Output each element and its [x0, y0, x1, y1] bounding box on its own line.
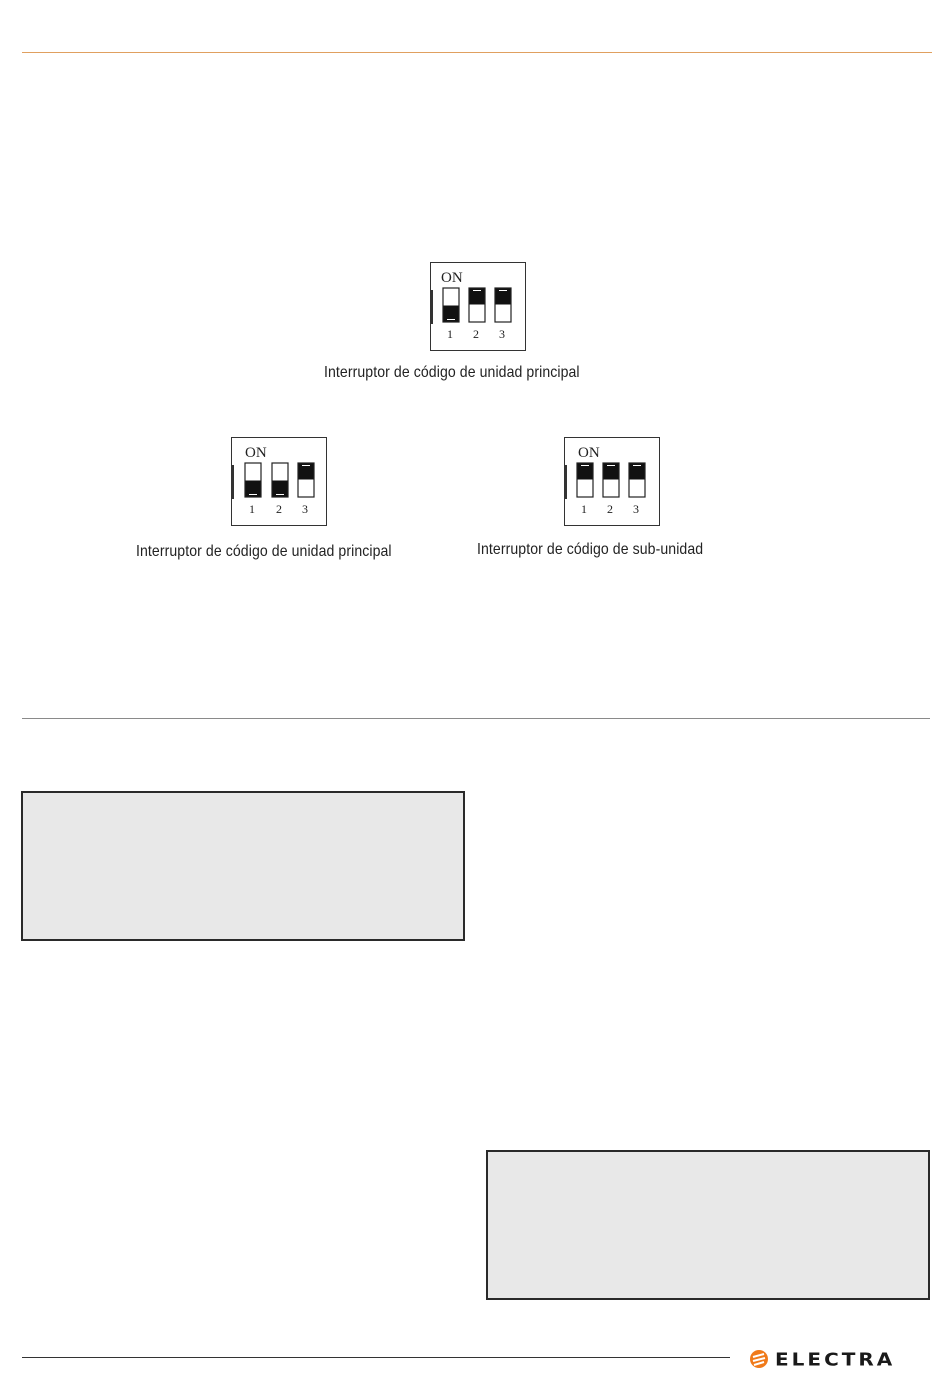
dip-caption-main-2: Interruptor de código de unidad principal	[136, 543, 392, 560]
dip-switch-number: 1	[581, 502, 587, 516]
dip-toggle-2	[603, 463, 619, 497]
dip-switch-number: 1	[249, 502, 255, 516]
dip-toggle-3	[629, 463, 645, 497]
dip-switch-main-1	[430, 262, 527, 352]
dip-caption-sub: Interruptor de código de sub-unidad	[477, 541, 704, 558]
dip-switch-number: 3	[633, 502, 639, 516]
dip-toggle-1	[443, 288, 459, 322]
dip-switch-number: 2	[473, 327, 479, 341]
dip-switch-sub	[564, 437, 661, 527]
dip-toggle-2	[469, 288, 485, 322]
dip-switch-number: 3	[499, 327, 505, 341]
dip-toggle-1	[577, 463, 593, 497]
logo-text: ELECTRA	[775, 1348, 896, 1370]
dip-toggle-1	[245, 463, 261, 497]
dip-switch-diagram	[430, 262, 527, 352]
dip-on-label: ON	[441, 270, 463, 286]
dip-toggle-3	[495, 288, 511, 322]
footer-rule	[22, 1357, 730, 1358]
dip-on-label: ON	[578, 445, 600, 461]
dip-switch-number: 3	[302, 502, 308, 516]
note-box-left	[21, 791, 465, 941]
top-rule	[22, 52, 932, 53]
dip-switch-number: 2	[607, 502, 613, 516]
electra-logo	[749, 1346, 895, 1372]
dip-switch-diagram	[564, 437, 661, 527]
dip-switch-main-2	[231, 437, 328, 527]
section-divider	[22, 718, 930, 719]
dip-caption-main-1: Interruptor de código de unidad principal	[324, 364, 580, 381]
dip-switch-number: 1	[447, 327, 453, 341]
electra-flame-icon	[749, 1348, 769, 1370]
dip-switch-diagram	[231, 437, 328, 527]
dip-on-label: ON	[245, 445, 267, 461]
note-box-right	[486, 1150, 930, 1300]
dip-switch-number: 2	[276, 502, 282, 516]
dip-toggle-2	[272, 463, 288, 497]
dip-toggle-3	[298, 463, 314, 497]
